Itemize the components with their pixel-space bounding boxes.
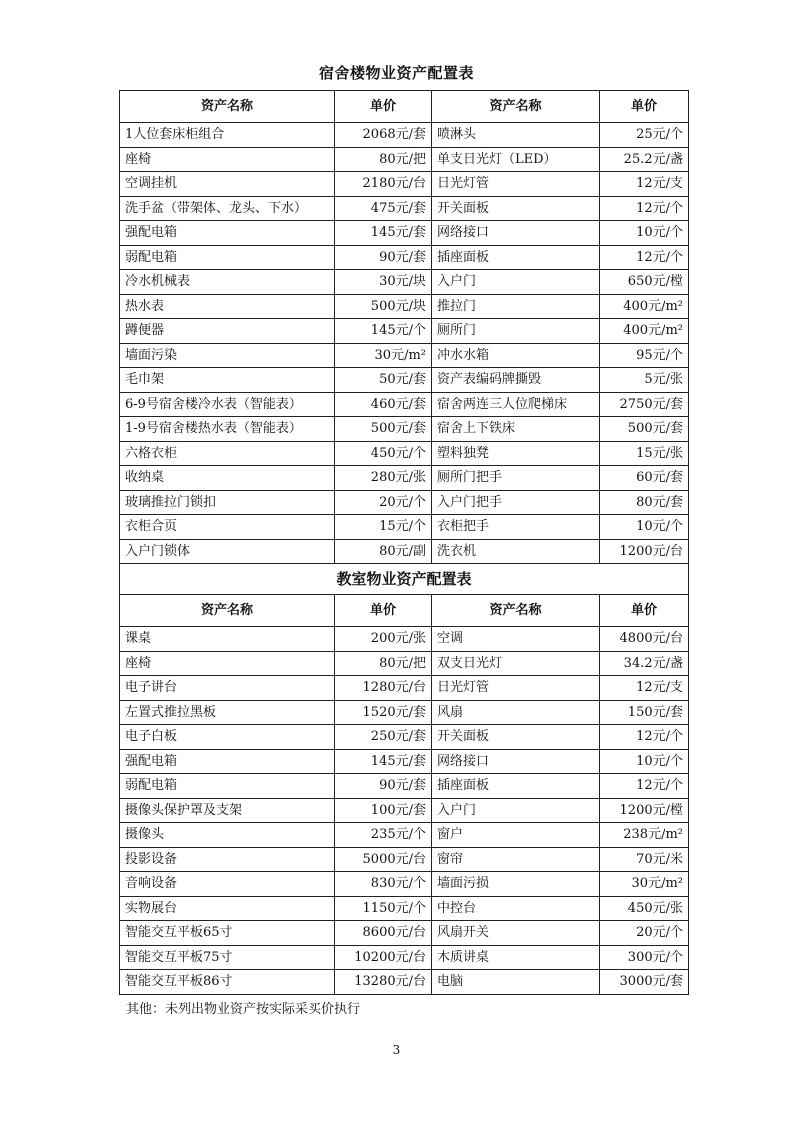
- column-header-price: 单价: [600, 91, 689, 123]
- asset-name-cell: 厕所门: [432, 319, 600, 344]
- asset-name-cell: 智能交互平板65寸: [120, 921, 335, 946]
- unit-price-cell: 2750元/套: [600, 392, 689, 417]
- asset-name-cell: 推拉门: [432, 294, 600, 319]
- asset-name-cell: 塑料独凳: [432, 441, 600, 466]
- classroom-header-row: [120, 595, 689, 627]
- asset-name-cell: 冷水机械表: [120, 270, 335, 295]
- unit-price-cell: 400元/m²: [600, 319, 689, 344]
- asset-name-cell: 插座面板: [432, 774, 600, 799]
- unit-price-cell: 150元/套: [600, 700, 689, 725]
- asset-name-cell: 热水表: [120, 294, 335, 319]
- asset-name-cell: 弱配电箱: [120, 245, 335, 270]
- unit-price-cell: 1200元/樘: [600, 798, 689, 823]
- unit-price-cell: 2068元/套: [335, 123, 432, 148]
- unit-price-cell: 12元/支: [600, 172, 689, 197]
- table-row: [120, 123, 689, 148]
- asset-name-cell: 宿舍上下铁床: [432, 417, 600, 442]
- unit-price-cell: 830元/个: [335, 872, 432, 897]
- table-row: [120, 798, 689, 823]
- unit-price-cell: 25.2元/盏: [600, 147, 689, 172]
- column-header-price: 单价: [335, 91, 432, 123]
- table-row: [120, 872, 689, 897]
- asset-name-cell: 插座面板: [432, 245, 600, 270]
- asset-name-cell: 投影设备: [120, 847, 335, 872]
- table-row: [120, 343, 689, 368]
- table-row: [120, 368, 689, 393]
- asset-name-cell: 日光灯管: [432, 172, 600, 197]
- asset-name-cell: 六格衣柜: [120, 441, 335, 466]
- unit-price-cell: 300元/个: [600, 945, 689, 970]
- asset-name-cell: 左置式推拉黑板: [120, 700, 335, 725]
- dorm-table-body: [120, 123, 689, 564]
- dorm-header-row: [120, 91, 689, 123]
- footnote: 其他：未列出物业资产按实际采买价执行: [126, 1002, 361, 1017]
- unit-price-cell: 500元/块: [335, 294, 432, 319]
- table-row: [120, 294, 689, 319]
- asset-name-cell: 网络接口: [432, 221, 600, 246]
- table-row: [120, 847, 689, 872]
- asset-name-cell: 收纳桌: [120, 466, 335, 491]
- unit-price-cell: 12元/个: [600, 774, 689, 799]
- table-row: [120, 417, 689, 442]
- unit-price-cell: 10元/个: [600, 749, 689, 774]
- asset-name-cell: 入户门: [432, 270, 600, 295]
- dorm-table-title: 宿舍楼物业资产配置表: [318, 64, 474, 82]
- unit-price-cell: 200元/张: [335, 627, 432, 652]
- asset-name-cell: 木质讲桌: [432, 945, 600, 970]
- unit-price-cell: 34.2元/盏: [600, 651, 689, 676]
- asset-name-cell: 6-9号宿舍楼冷水表（智能表）: [120, 392, 335, 417]
- asset-name-cell: 摄像头: [120, 823, 335, 848]
- table-row: [120, 441, 689, 466]
- asset-name-cell: 座椅: [120, 147, 335, 172]
- table-row: [120, 172, 689, 197]
- asset-name-cell: 开关面板: [432, 196, 600, 221]
- unit-price-cell: 15元/张: [600, 441, 689, 466]
- asset-name-cell: 电子讲台: [120, 676, 335, 701]
- unit-price-cell: 70元/米: [600, 847, 689, 872]
- table-row: [120, 921, 689, 946]
- asset-name-cell: 入户门把手: [432, 490, 600, 515]
- unit-price-cell: 235元/个: [335, 823, 432, 848]
- asset-name-cell: 日光灯管: [432, 676, 600, 701]
- unit-price-cell: 10元/个: [600, 515, 689, 540]
- column-header-name: 资产名称: [432, 595, 600, 627]
- table-row: [120, 823, 689, 848]
- unit-price-cell: 80元/把: [335, 147, 432, 172]
- asset-name-cell: 电子白板: [120, 725, 335, 750]
- unit-price-cell: 1150元/个: [335, 896, 432, 921]
- column-header-name: 资产名称: [432, 91, 600, 123]
- column-header-name: 资产名称: [120, 595, 335, 627]
- unit-price-cell: 145元/套: [335, 749, 432, 774]
- asset-table: [119, 90, 689, 995]
- table-row: [120, 392, 689, 417]
- table-row: [120, 749, 689, 774]
- table-row: [120, 896, 689, 921]
- unit-price-cell: 145元/套: [335, 221, 432, 246]
- asset-name-cell: 强配电箱: [120, 749, 335, 774]
- table-row: [120, 515, 689, 540]
- unit-price-cell: 1280元/台: [335, 676, 432, 701]
- unit-price-cell: 2180元/台: [335, 172, 432, 197]
- asset-name-cell: 入户门: [432, 798, 600, 823]
- unit-price-cell: 145元/个: [335, 319, 432, 344]
- unit-price-cell: 450元/张: [600, 896, 689, 921]
- asset-name-cell: 1人位套床柜组合: [120, 123, 335, 148]
- unit-price-cell: 100元/套: [335, 798, 432, 823]
- unit-price-cell: 450元/个: [335, 441, 432, 466]
- unit-price-cell: 60元/套: [600, 466, 689, 491]
- unit-price-cell: 80元/把: [335, 651, 432, 676]
- table-row: [120, 490, 689, 515]
- unit-price-cell: 650元/樘: [600, 270, 689, 295]
- asset-name-cell: 入户门锁体: [120, 539, 335, 564]
- unit-price-cell: 4800元/台: [600, 627, 689, 652]
- unit-price-cell: 12元/个: [600, 245, 689, 270]
- table-row: [120, 196, 689, 221]
- unit-price-cell: 80元/副: [335, 539, 432, 564]
- table-row: [120, 970, 689, 995]
- unit-price-cell: 25元/个: [600, 123, 689, 148]
- unit-price-cell: 30元/块: [335, 270, 432, 295]
- column-header-name: 资产名称: [120, 91, 335, 123]
- asset-name-cell: 资产表编码牌撕毁: [432, 368, 600, 393]
- asset-name-cell: 智能交互平板86寸: [120, 970, 335, 995]
- asset-name-cell: 衣柜合页: [120, 515, 335, 540]
- unit-price-cell: 10元/个: [600, 221, 689, 246]
- unit-price-cell: 90元/套: [335, 774, 432, 799]
- unit-price-cell: 20元/个: [600, 921, 689, 946]
- asset-name-cell: 衣柜把手: [432, 515, 600, 540]
- unit-price-cell: 10200元/台: [335, 945, 432, 970]
- table-row: [120, 945, 689, 970]
- table-row: [120, 221, 689, 246]
- asset-name-cell: 洗手盆（带架体、龙头、下水）: [120, 196, 335, 221]
- classroom-table-title: 教室物业资产配置表: [120, 564, 689, 595]
- unit-price-cell: 80元/套: [600, 490, 689, 515]
- unit-price-cell: 12元/支: [600, 676, 689, 701]
- asset-name-cell: 课桌: [120, 627, 335, 652]
- table-row: [120, 676, 689, 701]
- unit-price-cell: 460元/套: [335, 392, 432, 417]
- column-header-price: 单价: [335, 595, 432, 627]
- asset-name-cell: 蹲便器: [120, 319, 335, 344]
- asset-name-cell: 双支日光灯: [432, 651, 600, 676]
- unit-price-cell: 1200元/台: [600, 539, 689, 564]
- asset-name-cell: 开关面板: [432, 725, 600, 750]
- table-row: [120, 725, 689, 750]
- asset-name-cell: 智能交互平板75寸: [120, 945, 335, 970]
- asset-name-cell: 单支日光灯（LED）: [432, 147, 600, 172]
- unit-price-cell: 400元/m²: [600, 294, 689, 319]
- asset-name-cell: 空调挂机: [120, 172, 335, 197]
- asset-name-cell: 摄像头保护罩及支架: [120, 798, 335, 823]
- unit-price-cell: 12元/个: [600, 196, 689, 221]
- unit-price-cell: 15元/个: [335, 515, 432, 540]
- unit-price-cell: 500元/套: [600, 417, 689, 442]
- unit-price-cell: 475元/套: [335, 196, 432, 221]
- asset-name-cell: 电脑: [432, 970, 600, 995]
- unit-price-cell: 8600元/台: [335, 921, 432, 946]
- asset-name-cell: 喷淋头: [432, 123, 600, 148]
- asset-name-cell: 风扇开关: [432, 921, 600, 946]
- asset-name-cell: 墙面污损: [432, 872, 600, 897]
- asset-name-cell: 中控台: [432, 896, 600, 921]
- table-row: [120, 774, 689, 799]
- page-number: 3: [392, 1043, 401, 1057]
- column-header-price: 单价: [600, 595, 689, 627]
- table-row: [120, 651, 689, 676]
- unit-price-cell: 250元/套: [335, 725, 432, 750]
- unit-price-cell: 20元/个: [335, 490, 432, 515]
- asset-name-cell: 墙面污染: [120, 343, 335, 368]
- classroom-title-row: [120, 564, 689, 595]
- asset-name-cell: 窗户: [432, 823, 600, 848]
- unit-price-cell: 50元/套: [335, 368, 432, 393]
- asset-name-cell: 宿舍两连三人位爬梯床: [432, 392, 600, 417]
- unit-price-cell: 280元/张: [335, 466, 432, 491]
- table-row: [120, 245, 689, 270]
- unit-price-cell: 30元/m²: [335, 343, 432, 368]
- unit-price-cell: 500元/套: [335, 417, 432, 442]
- asset-name-cell: 毛巾架: [120, 368, 335, 393]
- unit-price-cell: 3000元/套: [600, 970, 689, 995]
- asset-name-cell: 强配电箱: [120, 221, 335, 246]
- asset-name-cell: 冲水水箱: [432, 343, 600, 368]
- unit-price-cell: 95元/个: [600, 343, 689, 368]
- unit-price-cell: 5000元/台: [335, 847, 432, 872]
- asset-name-cell: 座椅: [120, 651, 335, 676]
- unit-price-cell: 13280元/台: [335, 970, 432, 995]
- unit-price-cell: 12元/个: [600, 725, 689, 750]
- unit-price-cell: 30元/m²: [600, 872, 689, 897]
- asset-name-cell: 洗衣机: [432, 539, 600, 564]
- asset-name-cell: 音响设备: [120, 872, 335, 897]
- asset-name-cell: 实物展台: [120, 896, 335, 921]
- unit-price-cell: 1520元/套: [335, 700, 432, 725]
- unit-price-cell: 5元/张: [600, 368, 689, 393]
- asset-name-cell: 窗帘: [432, 847, 600, 872]
- asset-name-cell: 风扇: [432, 700, 600, 725]
- table-row: [120, 539, 689, 564]
- asset-name-cell: 1-9号宿舍楼热水表（智能表）: [120, 417, 335, 442]
- unit-price-cell: 90元/套: [335, 245, 432, 270]
- table-row: [120, 147, 689, 172]
- table-row: [120, 319, 689, 344]
- table-row: [120, 466, 689, 491]
- classroom-table-body: [120, 627, 689, 995]
- table-row: [120, 700, 689, 725]
- asset-name-cell: 厕所门把手: [432, 466, 600, 491]
- asset-name-cell: 弱配电箱: [120, 774, 335, 799]
- table-row: [120, 627, 689, 652]
- asset-name-cell: 玻璃推拉门锁扣: [120, 490, 335, 515]
- asset-name-cell: 空调: [432, 627, 600, 652]
- table-row: [120, 270, 689, 295]
- unit-price-cell: 238元/m²: [600, 823, 689, 848]
- asset-name-cell: 网络接口: [432, 749, 600, 774]
